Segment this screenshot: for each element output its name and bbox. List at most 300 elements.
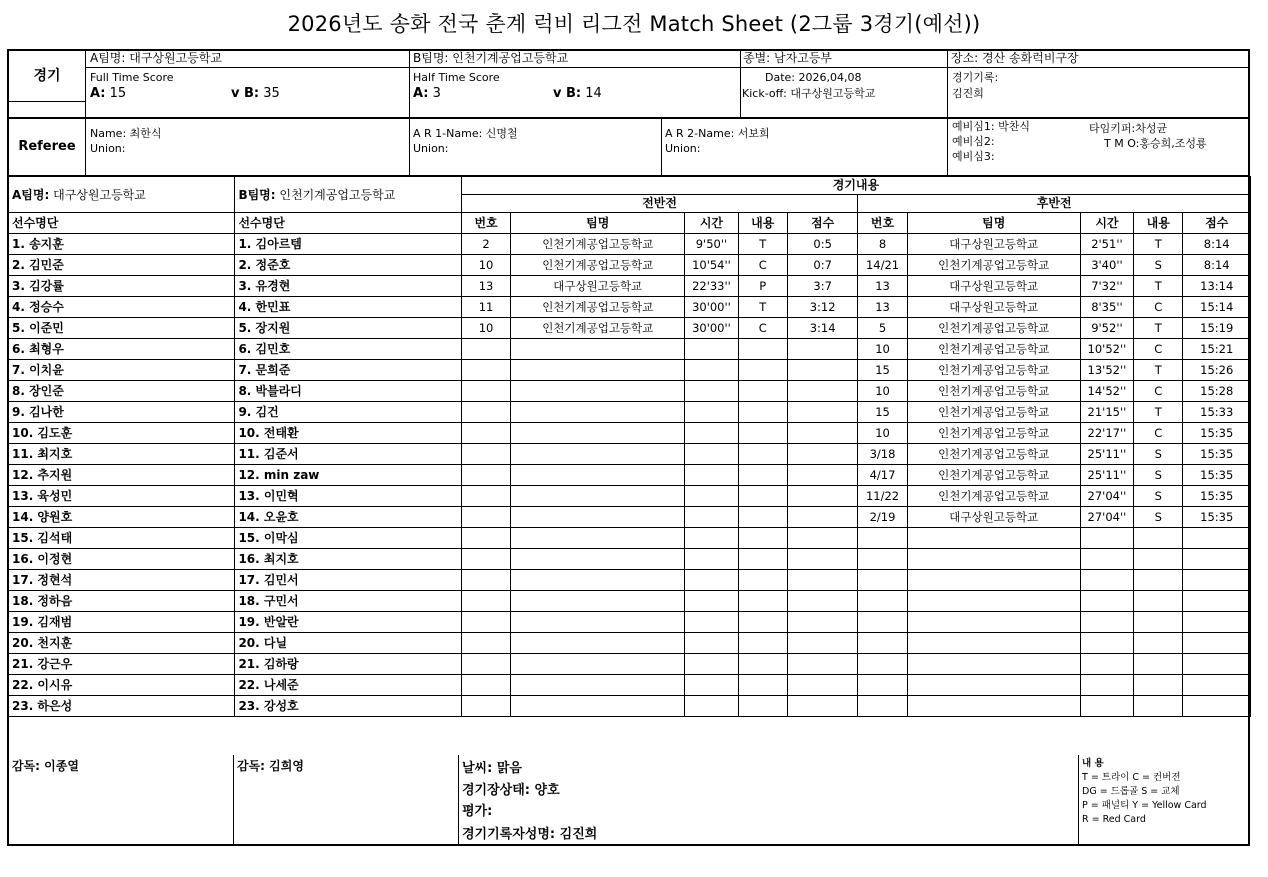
empty-cell bbox=[1134, 528, 1183, 549]
empty-cell bbox=[787, 444, 857, 465]
team-b-name-line: B팀명: 인천기계공업고등학교 bbox=[413, 51, 569, 65]
col-header: 팀명 bbox=[511, 213, 685, 234]
empty-cell bbox=[787, 339, 857, 360]
table-row bbox=[9, 276, 1251, 297]
team-b-value: 인천기계공업고등학교 bbox=[279, 187, 396, 202]
second-half-cell: C bbox=[1134, 297, 1183, 318]
col-header: 번호 bbox=[461, 213, 510, 234]
second-half-title: 후반전 bbox=[858, 195, 1251, 213]
second-half-cell: 15:35 bbox=[1183, 465, 1251, 486]
player-a: 23. 하은성 bbox=[9, 696, 235, 717]
half-time-label: Half Time Score bbox=[413, 71, 500, 84]
table-row bbox=[9, 507, 1251, 528]
empty-cell bbox=[685, 696, 738, 717]
half-a-label: A: bbox=[413, 86, 429, 101]
player-a: 14. 양원호 bbox=[9, 507, 235, 528]
table-row bbox=[9, 255, 1251, 276]
empty-cell bbox=[511, 654, 685, 675]
empty-cell bbox=[738, 570, 787, 591]
coach-b: 감독: 김희영 bbox=[237, 759, 304, 773]
player-b: 21. 김하랑 bbox=[235, 654, 461, 675]
empty-cell bbox=[1080, 633, 1133, 654]
empty-cell bbox=[461, 696, 510, 717]
empty-cell bbox=[787, 633, 857, 654]
empty-cell bbox=[685, 654, 738, 675]
empty-cell bbox=[787, 654, 857, 675]
second-half-cell: T bbox=[1134, 276, 1183, 297]
empty-cell bbox=[907, 654, 1080, 675]
second-half-cell: S bbox=[1134, 444, 1183, 465]
player-a: 17. 정현석 bbox=[9, 570, 235, 591]
second-half-cell: 인천기계공업고등학교 bbox=[907, 465, 1080, 486]
empty-cell bbox=[685, 360, 738, 381]
table-row bbox=[9, 339, 1251, 360]
ar2-name: A R 2-Name: 서보희 bbox=[665, 127, 770, 140]
second-half-cell: 15:35 bbox=[1183, 507, 1251, 528]
first-half-cell: 인천기계공업고등학교 bbox=[511, 234, 685, 255]
empty-cell bbox=[461, 654, 510, 675]
full-b bbox=[231, 87, 280, 100]
player-a: 2. 김민준 bbox=[9, 255, 235, 276]
empty-cell bbox=[907, 696, 1080, 717]
empty-cell bbox=[511, 591, 685, 612]
reserve-1: 예비심1: 박찬식 bbox=[952, 120, 1030, 133]
empty-cell bbox=[1080, 549, 1133, 570]
empty-cell bbox=[787, 465, 857, 486]
second-half-cell: 5 bbox=[858, 318, 907, 339]
col-header: 팀명 bbox=[907, 213, 1080, 234]
player-b: 1. 김아르템 bbox=[235, 234, 461, 255]
second-half-cell: 인천기계공업고등학교 bbox=[907, 402, 1080, 423]
empty-cell bbox=[461, 444, 510, 465]
empty-cell bbox=[738, 444, 787, 465]
player-b: 4. 한민표 bbox=[235, 297, 461, 318]
first-half-cell: 30'00'' bbox=[685, 297, 738, 318]
empty-cell bbox=[738, 381, 787, 402]
player-b: 5. 장지원 bbox=[235, 318, 461, 339]
first-half-cell: 10 bbox=[461, 318, 510, 339]
page-title: 2026년도 송화 전국 춘계 럭비 리그전 Match Sheet (2그룹 3경기(예선)) bbox=[287, 12, 981, 36]
player-b: 11. 김준서 bbox=[235, 444, 461, 465]
recorder-name: 경기기록자성명: 김진희 bbox=[462, 827, 598, 842]
col-header: 내용 bbox=[738, 213, 787, 234]
table-row bbox=[9, 318, 1251, 339]
table-row bbox=[9, 633, 1251, 654]
second-half-cell: 인천기계공업고등학교 bbox=[907, 318, 1080, 339]
full-time-label: Full Time Score bbox=[90, 71, 174, 84]
empty-cell bbox=[1134, 654, 1183, 675]
empty-cell bbox=[907, 549, 1080, 570]
first-half-cell: P bbox=[738, 276, 787, 297]
reserve-2: 예비심2: bbox=[952, 135, 995, 148]
first-half-cell: 30'00'' bbox=[685, 318, 738, 339]
empty-cell bbox=[787, 528, 857, 549]
second-half-cell: 대구상원고등학교 bbox=[907, 234, 1080, 255]
reserve-3: 예비심3: bbox=[952, 150, 995, 163]
empty-cell bbox=[858, 570, 907, 591]
second-half-cell: 인천기계공업고등학교 bbox=[907, 381, 1080, 402]
second-half-cell: 15 bbox=[858, 360, 907, 381]
first-half-cell: C bbox=[738, 255, 787, 276]
second-half-cell: 15:19 bbox=[1183, 318, 1251, 339]
timekeeper: 타임키퍼:차성균 bbox=[1089, 122, 1168, 135]
second-half-cell: S bbox=[1134, 507, 1183, 528]
empty-cell bbox=[1134, 612, 1183, 633]
second-half-cell: T bbox=[1134, 318, 1183, 339]
player-b: 23. 강성호 bbox=[235, 696, 461, 717]
match-grid bbox=[8, 176, 1251, 717]
empty-cell bbox=[1134, 549, 1183, 570]
table-row bbox=[9, 465, 1251, 486]
empty-cell bbox=[787, 486, 857, 507]
second-half-cell: 13:14 bbox=[1183, 276, 1251, 297]
second-half-cell: 인천기계공업고등학교 bbox=[907, 444, 1080, 465]
empty-cell bbox=[685, 528, 738, 549]
ground: 경기장상태: 양호 bbox=[462, 783, 560, 798]
second-half-cell: 27'04'' bbox=[1080, 507, 1133, 528]
team-row bbox=[9, 177, 1251, 195]
second-half-cell: 11/22 bbox=[858, 486, 907, 507]
team-b-label: B팀명: bbox=[238, 187, 276, 202]
empty-cell bbox=[1080, 612, 1133, 633]
empty-cell bbox=[1183, 570, 1251, 591]
team-a-label: A팀명: bbox=[12, 187, 50, 202]
empty-cell bbox=[511, 423, 685, 444]
empty-cell bbox=[1080, 570, 1133, 591]
legend-line-3: P = 패널티 Y = Yellow Card bbox=[1082, 800, 1207, 811]
player-b: 3. 유경현 bbox=[235, 276, 461, 297]
player-b: 18. 구민서 bbox=[235, 591, 461, 612]
empty-cell bbox=[787, 696, 857, 717]
empty-cell bbox=[738, 402, 787, 423]
empty-cell bbox=[1080, 696, 1133, 717]
second-half-cell: 대구상원고등학교 bbox=[907, 276, 1080, 297]
record-name: 김진희 bbox=[952, 87, 984, 100]
empty-cell bbox=[685, 381, 738, 402]
second-half-cell: 15 bbox=[858, 402, 907, 423]
first-half-cell: 0:7 bbox=[787, 255, 857, 276]
player-b: 17. 김민서 bbox=[235, 570, 461, 591]
ar1-union: Union: bbox=[413, 142, 449, 155]
first-half-cell: 2 bbox=[461, 234, 510, 255]
empty-cell bbox=[511, 339, 685, 360]
player-a: 12. 추지원 bbox=[9, 465, 235, 486]
second-half-cell: T bbox=[1134, 234, 1183, 255]
empty-cell bbox=[461, 612, 510, 633]
empty-cell bbox=[738, 507, 787, 528]
player-b: 8. 박블라디 bbox=[235, 381, 461, 402]
first-half-cell: T bbox=[738, 297, 787, 318]
empty-cell bbox=[1183, 675, 1251, 696]
empty-cell bbox=[1134, 591, 1183, 612]
first-half-cell: 인천기계공업고등학교 bbox=[511, 318, 685, 339]
first-half-title: 전반전 bbox=[461, 195, 857, 213]
second-half-cell: 15:26 bbox=[1183, 360, 1251, 381]
second-half-cell: 2'51'' bbox=[1080, 234, 1133, 255]
empty-cell bbox=[858, 654, 907, 675]
first-half-cell: 10'54'' bbox=[685, 255, 738, 276]
col-header: 내용 bbox=[1134, 213, 1183, 234]
empty-cell bbox=[907, 528, 1080, 549]
empty-cell bbox=[787, 549, 857, 570]
table-row bbox=[9, 675, 1251, 696]
second-half-cell: T bbox=[1134, 402, 1183, 423]
referee-name: Name: 최한식 bbox=[90, 127, 162, 140]
second-half-cell: 10 bbox=[858, 339, 907, 360]
table-row bbox=[9, 654, 1251, 675]
empty-cell bbox=[685, 612, 738, 633]
empty-cell bbox=[738, 486, 787, 507]
table-row bbox=[9, 444, 1251, 465]
second-half-cell: 3/18 bbox=[858, 444, 907, 465]
table-row bbox=[9, 423, 1251, 444]
first-half-cell: 3:12 bbox=[787, 297, 857, 318]
empty-cell bbox=[461, 528, 510, 549]
empty-cell bbox=[858, 528, 907, 549]
empty-cell bbox=[1080, 528, 1133, 549]
second-half-cell: 15:33 bbox=[1183, 402, 1251, 423]
empty-cell bbox=[1080, 591, 1133, 612]
first-half-cell: 22'33'' bbox=[685, 276, 738, 297]
team-a-value: 대구상원고등학교 bbox=[53, 187, 146, 202]
second-half-cell: S bbox=[1134, 465, 1183, 486]
referee-label: Referee bbox=[18, 139, 76, 154]
player-a: 5. 이준민 bbox=[9, 318, 235, 339]
col-header: 시간 bbox=[1080, 213, 1133, 234]
empty-cell bbox=[738, 339, 787, 360]
empty-cell bbox=[685, 465, 738, 486]
table-row bbox=[9, 528, 1251, 549]
player-b: 14. 오윤호 bbox=[235, 507, 461, 528]
full-a bbox=[90, 87, 126, 100]
empty-cell bbox=[738, 633, 787, 654]
empty-cell bbox=[461, 675, 510, 696]
empty-cell bbox=[787, 591, 857, 612]
first-half-cell: 11 bbox=[461, 297, 510, 318]
col-header: 번호 bbox=[858, 213, 907, 234]
empty-cell bbox=[461, 465, 510, 486]
player-a: 21. 강근우 bbox=[9, 654, 235, 675]
empty-cell bbox=[858, 675, 907, 696]
empty-cell bbox=[738, 612, 787, 633]
empty-cell bbox=[858, 591, 907, 612]
legend-line-2: DG = 드롭골 S = 교체 bbox=[1082, 786, 1180, 797]
player-a: 15. 김석태 bbox=[9, 528, 235, 549]
tmo: T M O:홍승희,조성룡 bbox=[1104, 137, 1207, 150]
player-b: 22. 나세준 bbox=[235, 675, 461, 696]
empty-cell bbox=[787, 423, 857, 444]
second-half-cell: 3'40'' bbox=[1080, 255, 1133, 276]
legend-line-4: R = Red Card bbox=[1082, 814, 1146, 825]
table-row bbox=[9, 381, 1251, 402]
empty-cell bbox=[461, 381, 510, 402]
empty-cell bbox=[685, 339, 738, 360]
empty-cell bbox=[1183, 633, 1251, 654]
second-half-cell: 2/19 bbox=[858, 507, 907, 528]
player-b: 12. min zaw bbox=[235, 465, 461, 486]
empty-cell bbox=[685, 570, 738, 591]
player-a: 7. 이치윤 bbox=[9, 360, 235, 381]
full-a-value: 15 bbox=[109, 86, 127, 101]
empty-cell bbox=[685, 402, 738, 423]
second-half-cell: 인천기계공업고등학교 bbox=[907, 339, 1080, 360]
player-b: 20. 다닐 bbox=[235, 633, 461, 654]
second-half-cell: 인천기계공업고등학교 bbox=[907, 423, 1080, 444]
player-a: 1. 송지훈 bbox=[9, 234, 235, 255]
empty-cell bbox=[685, 675, 738, 696]
empty-cell bbox=[511, 570, 685, 591]
legend bbox=[1082, 757, 1207, 827]
second-half-cell: 대구상원고등학교 bbox=[907, 297, 1080, 318]
empty-cell bbox=[511, 675, 685, 696]
column-header-row bbox=[9, 213, 1251, 234]
empty-cell bbox=[461, 486, 510, 507]
empty-cell bbox=[685, 486, 738, 507]
empty-cell bbox=[738, 549, 787, 570]
empty-cell bbox=[738, 591, 787, 612]
second-half-cell: S bbox=[1134, 255, 1183, 276]
half-b-value: 14 bbox=[585, 86, 602, 101]
col-header: 점수 bbox=[787, 213, 857, 234]
empty-cell bbox=[685, 549, 738, 570]
second-half-cell: 10 bbox=[858, 381, 907, 402]
second-half-cell: 15:35 bbox=[1183, 486, 1251, 507]
coach-a: 감독: 이종열 bbox=[12, 759, 79, 773]
empty-cell bbox=[1183, 591, 1251, 612]
referee-union: Union: bbox=[90, 142, 126, 155]
empty-cell bbox=[511, 360, 685, 381]
empty-cell bbox=[511, 528, 685, 549]
second-half-cell: 25'11'' bbox=[1080, 444, 1133, 465]
empty-cell bbox=[1134, 633, 1183, 654]
first-half-cell: C bbox=[738, 318, 787, 339]
second-half-cell: C bbox=[1134, 339, 1183, 360]
second-half-cell: 25'11'' bbox=[1080, 465, 1133, 486]
empty-cell bbox=[511, 549, 685, 570]
col-header: 시간 bbox=[685, 213, 738, 234]
empty-cell bbox=[858, 612, 907, 633]
empty-cell bbox=[787, 402, 857, 423]
second-half-cell: 15:35 bbox=[1183, 444, 1251, 465]
empty-cell bbox=[685, 507, 738, 528]
empty-cell bbox=[1183, 696, 1251, 717]
second-half-cell: C bbox=[1134, 381, 1183, 402]
gyeonggi-label: 경기 bbox=[33, 68, 61, 84]
player-b: 9. 김건 bbox=[235, 402, 461, 423]
first-half-cell: 인천기계공업고등학교 bbox=[511, 255, 685, 276]
table-row bbox=[9, 360, 1251, 381]
roster-b-header: 선수명단 bbox=[235, 213, 461, 234]
team-a-cell bbox=[9, 177, 235, 213]
second-half-cell: 8'35'' bbox=[1080, 297, 1133, 318]
legend-title: 내 용 bbox=[1082, 758, 1104, 769]
empty-cell bbox=[685, 591, 738, 612]
empty-cell bbox=[511, 486, 685, 507]
second-half-cell: 15:35 bbox=[1183, 423, 1251, 444]
legend-line-1: T = 트라이 C = 컨버젼 bbox=[1082, 772, 1181, 783]
player-a: 3. 김강률 bbox=[9, 276, 235, 297]
empty-cell bbox=[907, 633, 1080, 654]
empty-cell bbox=[461, 570, 510, 591]
empty-cell bbox=[858, 696, 907, 717]
empty-cell bbox=[907, 675, 1080, 696]
first-half-cell: 13 bbox=[461, 276, 510, 297]
empty-cell bbox=[1183, 654, 1251, 675]
second-half-cell: S bbox=[1134, 486, 1183, 507]
player-b: 16. 최지호 bbox=[235, 549, 461, 570]
team-a-name-line: A팀명: 대구상원고등학교 bbox=[90, 51, 222, 65]
empty-cell bbox=[511, 381, 685, 402]
player-a: 16. 이정현 bbox=[9, 549, 235, 570]
player-a: 4. 정승수 bbox=[9, 297, 235, 318]
player-a: 8. 장인준 bbox=[9, 381, 235, 402]
empty-cell bbox=[1080, 654, 1133, 675]
empty-cell bbox=[1134, 570, 1183, 591]
second-half-cell: 8 bbox=[858, 234, 907, 255]
roster-a-header: 선수명단 bbox=[9, 213, 235, 234]
empty-cell bbox=[858, 549, 907, 570]
empty-cell bbox=[1183, 528, 1251, 549]
second-half-cell: 15:28 bbox=[1183, 381, 1251, 402]
first-half-cell: 인천기계공업고등학교 bbox=[511, 297, 685, 318]
table-row bbox=[9, 486, 1251, 507]
empty-cell bbox=[738, 654, 787, 675]
player-a: 6. 최형우 bbox=[9, 339, 235, 360]
empty-cell bbox=[787, 360, 857, 381]
empty-cell bbox=[461, 507, 510, 528]
first-half-cell: 3:14 bbox=[787, 318, 857, 339]
ar1-name: A R 1-Name: 신명철 bbox=[413, 127, 518, 140]
empty-cell bbox=[685, 444, 738, 465]
table-row bbox=[9, 234, 1251, 255]
empty-cell bbox=[1134, 675, 1183, 696]
table-row bbox=[9, 297, 1251, 318]
first-half-cell: 10 bbox=[461, 255, 510, 276]
second-half-cell: 10'52'' bbox=[1080, 339, 1133, 360]
empty-cell bbox=[907, 570, 1080, 591]
empty-cell bbox=[461, 360, 510, 381]
ar2-union: Union: bbox=[665, 142, 701, 155]
half-b-label: v B: bbox=[553, 86, 582, 101]
second-half-cell: 대구상원고등학교 bbox=[907, 507, 1080, 528]
footer bbox=[9, 755, 1250, 846]
col-header: 점수 bbox=[1183, 213, 1251, 234]
first-half-cell: 9'50'' bbox=[685, 234, 738, 255]
first-half-cell: 3:7 bbox=[787, 276, 857, 297]
second-half-cell: 27'04'' bbox=[1080, 486, 1133, 507]
empty-cell bbox=[907, 591, 1080, 612]
empty-cell bbox=[461, 633, 510, 654]
empty-cell bbox=[511, 612, 685, 633]
player-b: 13. 이민혁 bbox=[235, 486, 461, 507]
empty-cell bbox=[511, 696, 685, 717]
kickoff: Kick-off: 대구상원고등학교 bbox=[742, 87, 876, 100]
player-a: 9. 김나한 bbox=[9, 402, 235, 423]
empty-cell bbox=[511, 633, 685, 654]
second-half-cell: 인천기계공업고등학교 bbox=[907, 360, 1080, 381]
table-row bbox=[9, 612, 1251, 633]
empty-cell bbox=[738, 696, 787, 717]
half-a-value: 3 bbox=[432, 86, 441, 101]
empty-cell bbox=[1080, 675, 1133, 696]
empty-cell bbox=[787, 507, 857, 528]
full-b-label: v B: bbox=[231, 86, 260, 101]
category: 종별: 남자고등부 bbox=[743, 51, 833, 65]
second-half-cell: 15:21 bbox=[1183, 339, 1251, 360]
empty-cell bbox=[738, 360, 787, 381]
evaluation: 평가: bbox=[462, 804, 493, 819]
empty-cell bbox=[685, 423, 738, 444]
